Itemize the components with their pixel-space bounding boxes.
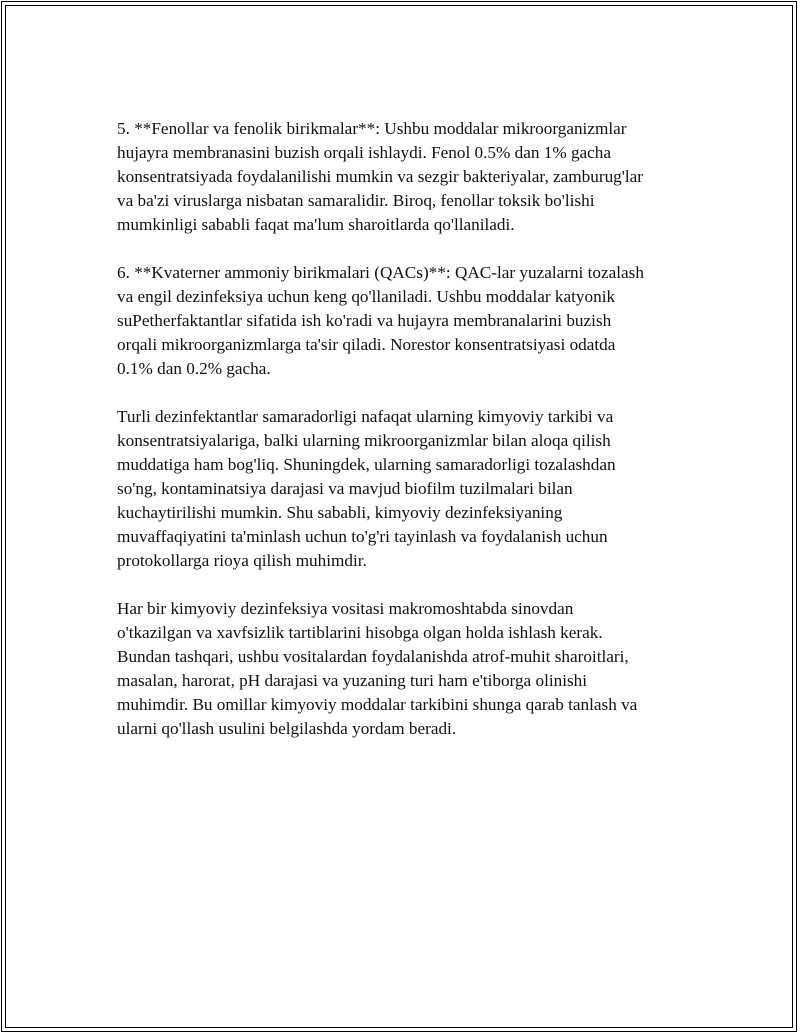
paragraph-phenols: 5. **Fenollar va fenolik birikmalar**: Ushbu moddalar mikroorganizmlar hujayra membranasini buzish orqali ishlaydi. Fenol 0.5% dan 1% gacha konsentratsiyada foydalanilishi mumkin va sezgir bakteriyalar, zamburug'lar va ba'zi viruslarga nisbatan samaralidir. Biroq, fenollar toksik bo'lishi mumkinligi sababli faqat ma'lum sharoitlarda qo'llaniladi. — [117, 119, 643, 234]
paragraph-safety: Har bir kimyoviy dezinfeksiya vositasi makromoshtabda sinovdan o'tkazilgan va xavfsizlik tartiblarini hisobga olgan holda ishlash kerak. Bundan tashqari, ushbu vositalardan foydalanishda atrof-muhit sharoitlari, masalan, harorat, pH darajasi va yuzaning turi ham e'tiborga olinishi muhimdir. Bu omillar kimyoviy moddalar tarkibini shunga qarab tanlash va ularni qo'llash usulini belgilashda yordam beradi. — [117, 599, 638, 738]
document-body — [117, 117, 697, 765]
paragraph-effectiveness: Turli dezinfektantlar samaradorligi nafaqat ularning kimyoviy tarkibi va konsentratsiyalariga, balki ularning mikroorganizmlar bilan aloqa qilish muddatiga ham bog'liq. Shuningdek, ularning samaradorligi tozalashdan so'ng, kontaminatsiya darajasi va mavjud biofilm tuzilmalari bilan kuchaytirilishi mumkin. Shu sababli, kimyoviy dezinfeksiyaning muvaffaqiyatini ta'minlash uchun to'g'ri tayinlash va foydalanish uchun protokollarga rioya qilish muhimdir. — [117, 407, 616, 570]
paragraph-qacs: 6. **Kvaterner ammoniy birikmalari (QACs)**: QAC-lar yuzalarni tozalash va engil dezinfeksiya uchun keng qo'llaniladi. Ushbu moddalar katyonik suPetherfaktantlar sifatida ish ko'radi va hujayra membranalarini buzish orqali mikroorganizmlarga ta'sir qiladi. Norestor konsentratsiyasi odatda 0.1% dan 0.2% gacha. — [117, 263, 644, 378]
